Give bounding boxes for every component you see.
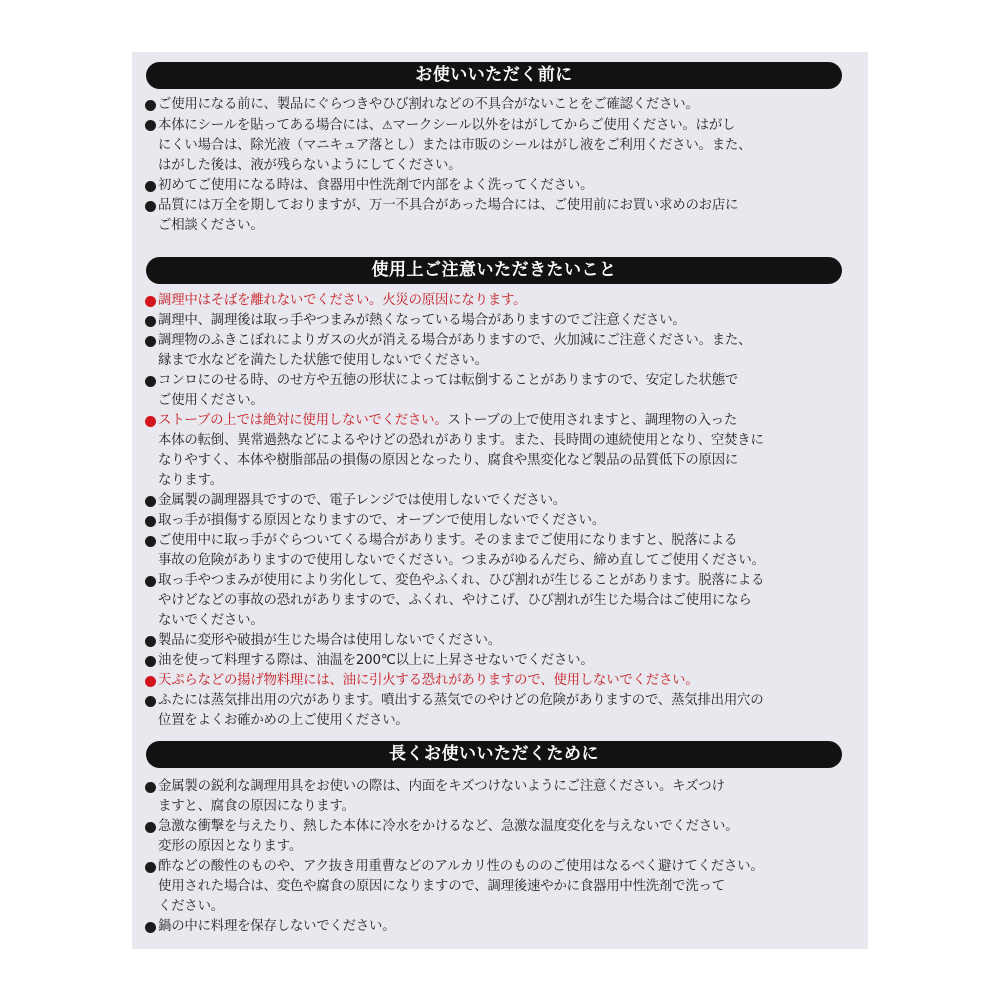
bullet-icon bbox=[145, 536, 156, 547]
item-text: 使用された場合は、変色や腐食の原因になりますので、調理後速やかに食器用中性洗剤で洗って bbox=[158, 879, 725, 894]
item-text: 変形の原因となります。 bbox=[158, 839, 303, 854]
bullet-icon bbox=[145, 676, 156, 687]
bullet-icon bbox=[145, 120, 156, 131]
item-text: 急激な衝撃を与えたり、熱した本体に冷水をかけるなど、急激な温度変化を与えないでください。 bbox=[158, 819, 739, 834]
item-text: 金属製の鋭利な調理用具をお使いの際は、内面をキズつけないようにご注意ください。キズつけ bbox=[158, 779, 725, 794]
item-text: 調理物のふきこぼれによりガスの火が消える場合がありますので、火加減にご注意ください。また、 bbox=[158, 333, 752, 348]
section-title-before-use: お使いいただく前に bbox=[146, 62, 842, 89]
item-text: 品質には万全を期しておりますが、万一不具合があった場合には、ご使用前にお買い求めのお店に bbox=[158, 198, 739, 213]
bullet-icon bbox=[145, 316, 156, 327]
bullet-icon bbox=[145, 922, 156, 933]
item-text: ご使用になる前に、製品にぐらつきやひび割れなどの不具合がないことをご確認ください。 bbox=[158, 97, 699, 112]
list-item bbox=[145, 651, 857, 671]
item-text: 事故の危険がありますので使用しないでください。つまみがゆるんだら、締め直してご使用ください。 bbox=[158, 553, 765, 568]
item-text: コンロにのせる時、のせ方や五徳の形状によっては転倒することがありますので、安定した状態で bbox=[158, 373, 739, 388]
item-text: はがした後は、液が残らないようにしてください。 bbox=[158, 158, 462, 173]
list-item bbox=[145, 531, 857, 571]
item-text: 縁まで水などを満たした状態で使用しないでください。 bbox=[158, 353, 488, 368]
list-item bbox=[145, 371, 857, 411]
bullet-icon bbox=[145, 100, 156, 111]
bullet-icon bbox=[145, 822, 156, 833]
item-text: ますと、腐食の原因になります。 bbox=[158, 799, 355, 814]
list-before-use bbox=[145, 95, 857, 236]
list-item bbox=[145, 411, 857, 491]
list-item bbox=[145, 291, 857, 311]
caution-icon: ⚠ bbox=[381, 118, 393, 132]
item-text: 金属製の調理器具ですので、電子レンジでは使用しないでください。 bbox=[158, 493, 566, 508]
bullet-icon bbox=[145, 181, 156, 192]
list-usage-cautions bbox=[145, 291, 857, 731]
list-item bbox=[145, 571, 857, 631]
list-long-use bbox=[145, 777, 857, 937]
list-item bbox=[145, 95, 857, 115]
item-text: 酢などの酸性のものや、アク抜き用重曹などのアルカリ性のもののご使用はなるべく避けてください。 bbox=[158, 859, 764, 874]
item-text: 製品に変形や破損が生じた場合は使用しないでください。 bbox=[158, 633, 501, 648]
item-text: 調理中、調理後は取っ手やつまみが熱くなっている場合がありますのでご注意ください。 bbox=[158, 313, 686, 328]
list-item bbox=[145, 631, 857, 651]
bullet-icon bbox=[145, 782, 156, 793]
list-item bbox=[145, 671, 857, 691]
item-text: 鍋の中に料理を保存しないでください。 bbox=[158, 919, 396, 934]
bullet-icon bbox=[145, 516, 156, 527]
list-item bbox=[145, 917, 857, 937]
bullet-icon bbox=[145, 416, 156, 427]
list-item bbox=[145, 115, 857, 176]
list-item bbox=[145, 311, 857, 331]
section-title-usage-cautions: 使用上ご注意いただきたいこと bbox=[146, 257, 842, 284]
item-text: マークシール以外をはがしてからご使用ください。はがし bbox=[392, 118, 736, 133]
item-text: 本体の転倒、異常過熱などによるやけどの恐れがあります。また、長時間の連続使用となり、空焚きに bbox=[158, 433, 764, 448]
item-text: ご相談ください。 bbox=[158, 218, 264, 233]
item-text: ご使用ください。 bbox=[158, 393, 264, 408]
item-text: なります。 bbox=[158, 473, 223, 488]
item-text: なりやすく、本体や樹脂部品の損傷の原因となったり、腐食や黒変化など製品の品質低下の原因に bbox=[158, 453, 739, 468]
warning-text: 天ぷらなどの揚げ物料理には、油に引火する恐れがありますので、使用しないでください。 bbox=[158, 673, 699, 688]
item-text: ください。 bbox=[158, 899, 224, 914]
item-text: ふたには蒸気排出用の穴があります。噴出する蒸気でのやけどの危険がありますので、蒸気排出用穴の bbox=[158, 693, 764, 708]
list-item bbox=[145, 196, 857, 236]
list-item bbox=[145, 691, 857, 731]
item-text: 油を使って料理する際は、油温を200℃以上に上昇させないでください。 bbox=[158, 653, 594, 668]
item-text: ご使用中に取っ手がぐらついてくる場合があります。そのままでご使用になりますと、脱落による bbox=[158, 533, 738, 548]
item-text: 取っ手やつまみが使用により劣化して、変色やふくれ、ひび割れが生じることがあります。脱落による bbox=[158, 573, 765, 588]
list-item bbox=[145, 491, 857, 511]
section-title-long-use: 長くお使いいただくために bbox=[146, 741, 842, 768]
list-item bbox=[145, 857, 857, 917]
item-text: やけどなどの事故の恐れがありますので、ふくれ、やけこげ、ひび割れが生じた場合はご使用になら bbox=[158, 593, 752, 608]
bullet-icon bbox=[145, 656, 156, 667]
bullet-icon bbox=[145, 201, 156, 212]
bullet-icon bbox=[145, 496, 156, 507]
list-item bbox=[145, 331, 857, 371]
bullet-icon bbox=[145, 376, 156, 387]
bullet-icon bbox=[145, 296, 156, 307]
bullet-icon bbox=[145, 576, 156, 587]
bullet-icon bbox=[145, 336, 156, 347]
list-item bbox=[145, 817, 857, 857]
warning-text: 調理中はそばを離れないでください。火災の原因になります。 bbox=[158, 293, 527, 308]
bullet-icon bbox=[145, 862, 156, 873]
item-text: 取っ手が損傷する原因となりますので、オーブンで使用しないでください。 bbox=[158, 513, 606, 528]
item-text: 初めてご使用になる時は、食器用中性洗剤で内部をよく洗ってください。 bbox=[158, 178, 594, 193]
bullet-icon bbox=[145, 696, 156, 707]
bullet-icon bbox=[145, 636, 156, 647]
list-item bbox=[145, 511, 857, 531]
list-item bbox=[145, 176, 857, 196]
warning-text: ストーブの上では絶対に使用しないでください。 bbox=[158, 413, 448, 428]
item-text: 位置をよくお確かめの上ご使用ください。 bbox=[158, 713, 409, 728]
list-item bbox=[145, 777, 857, 817]
item-text: にくい場合は、除光液（マニキュア落とし）または市販のシールはがし液をご利用ください。また、 bbox=[158, 138, 752, 153]
item-text: 本体にシールを貼ってある場合には、 bbox=[158, 118, 382, 133]
item-text: ストーブの上で使用されますと、調理物の入った bbox=[447, 413, 738, 428]
item-text: ないでください。 bbox=[158, 613, 264, 628]
instruction-card bbox=[132, 52, 868, 949]
